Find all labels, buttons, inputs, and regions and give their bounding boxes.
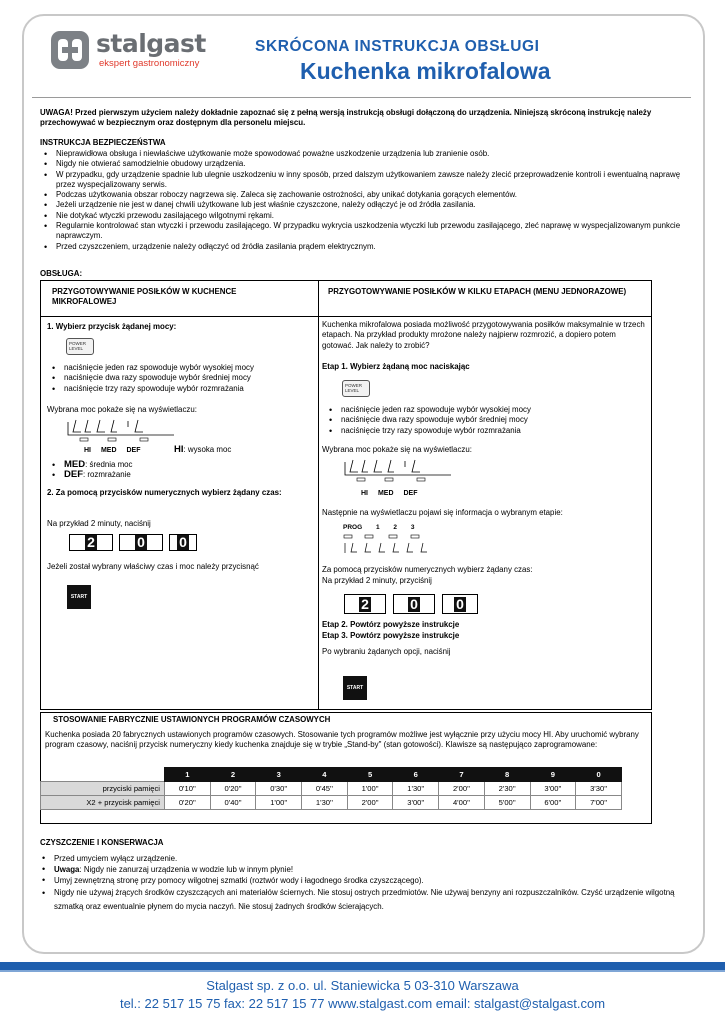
cleaning-list (38, 853, 693, 914)
left-display-icon (66, 418, 176, 446)
footer-bar-accent (0, 970, 725, 972)
display-label-med: MED (377, 490, 394, 497)
digit-button[interactable]: 2 (69, 534, 113, 551)
power-level-button[interactable]: POWER LEVEL (66, 338, 94, 355)
column-header: 0 (576, 768, 622, 782)
list-item: • naciśnięcie jeden raz spowoduje wybór wysokiej mocy (48, 363, 313, 373)
brand-tagline: ekspert gastronomiczny (99, 58, 200, 69)
list-item: • MED: średnia moc (48, 460, 313, 470)
doc-title: Kuchenka mikrofalowa (300, 58, 551, 84)
start-button[interactable]: START (67, 585, 91, 609)
brand-logo (50, 30, 206, 70)
list-item: • W przypadku, gdy urządzenie spadnie lub ulegnie uszkodzeniu w inny sposób, przed dalszym użytkowaniem zawsze należy zlecić przeprowadzenie kontroli i ewentualną naprawę przez wyspecjalizowany serwis. (40, 170, 690, 191)
display-label-hi: HI (84, 447, 91, 454)
start-button[interactable]: START (343, 676, 367, 700)
footer-bar (0, 962, 725, 970)
heading-divider (40, 316, 652, 317)
prog-labels: PROG 1 2 3 (343, 524, 415, 531)
list-item: • naciśnięcie dwa razy spowoduje wybór średniej mocy (48, 373, 313, 383)
digit-button[interactable]: 0 (393, 594, 435, 614)
column-header: 9 (530, 768, 576, 782)
right-stage2: Etap 2. Powtórz powyższe instrukcje (322, 620, 460, 629)
warning-paragraph (40, 108, 688, 129)
list-item: • Uwaga: Nigdy nie zanurzaj urządzenia w wodzie lub w innym płynie! (38, 864, 693, 875)
right-stage1: Etap 1. Wybierz żądaną moc naciskając (322, 362, 470, 371)
programs-text: Kuchenka posiada 20 fabrycznych ustawionych programów czasowych. Stosowanie tych programów możliwe jest wyłącznie przy użyciu mocy HI. Aby uruchomić wybrany program czasowy, naciśnij przycisk numeryczny kiedy kuchenka znajduje się w trybie „Stand-by" (stan gotowości). Klawisze są następująco zaprogramowane: (45, 730, 639, 750)
list-item: • Umyj zewnętrzną stronę przy pomocy wilgotnej szmatki (roztwór wody i łagodnego środka czyszczącego). (38, 875, 693, 886)
programs-table (40, 767, 622, 810)
list-item: • Nigdy nie używaj żrących środków czyszczących ani materiałów ściernych. Nie stosuj ostrych przedmiotów. Nie używaj benzyny ani rozpuszczalników. Czyść urządzenie wilgotną szmatką oraz ewentualnie płynem do mycia naczyń. Nie stosuj żadnych środków ścierających. (38, 886, 693, 914)
footer-address: Stalgast sp. z o.o. ul. Staniewicka 5 03-310 Warszawa (206, 978, 519, 993)
left-shown: Wybrana moc pokaże się na wyświetlaczu: (47, 405, 197, 414)
list-item: • naciśnięcie dwa razy spowoduje wybór średniej mocy (325, 415, 645, 425)
column-divider (318, 280, 319, 710)
list-item: • naciśnięcie trzy razy spowoduje wybór rozmrażania (325, 426, 645, 436)
warning-text: Przed pierwszym użyciem należy dokładnie zapoznać się z pełną wersją instrukcją obsługi dołączoną do urządzenia. Niniejszą skróconą instrukcję należy przechowywać w bezpiecznym oraz dostępnym dla personelu miejscu. (40, 108, 652, 128)
list-item: • DEF: rozmrażanie (48, 470, 313, 480)
column-header: 5 (347, 768, 393, 782)
brand-name: stalgast (96, 29, 206, 58)
column-header: 4 (302, 768, 348, 782)
display-label-def: DEF (403, 490, 418, 497)
table-header-row (41, 768, 622, 782)
right-select-time: Za pomocą przycisków numerycznych wybierz żądany czas: (322, 565, 533, 574)
programs-heading: STOSOWANIE FABRYCZNIE USTAWIONYCH PROGRAMÓW CZASOWYCH (53, 715, 331, 724)
left-confirm: Jeżeli został wybrany właściwy czas i moc należy przycisnąć (47, 562, 259, 571)
column-header: 8 (484, 768, 530, 782)
right-next: Następnie na wyświetlaczu pojawi się informacja o wybranym etapie: (322, 508, 563, 517)
list-item: • Nie dotykać wtyczki przewodu zasilającego wilgotnymi rękami. (40, 211, 690, 221)
left-press-list (48, 363, 313, 394)
power-legend-list (48, 460, 313, 481)
list-item: • Przed czyszczeniem, urządzenie należy odłączyć od źródła zasilania prądem elektrycznym. (40, 242, 690, 252)
list-item: • naciśnięcie trzy razy spowoduje wybór rozmrażania (48, 384, 313, 394)
right-display-labels (361, 489, 461, 499)
safety-heading: INSTRUKCJA BEZPIECZEŃSTWA (40, 138, 166, 147)
list-item: • Nigdy nie otwierać samodzielnie obudowy urządzenia. (40, 159, 690, 169)
cleaning-heading: CZYSZCZENIE I KONSERWACJA (40, 838, 164, 847)
left-step1: 1. Wybierz przycisk żądanej mocy: (47, 322, 177, 331)
list-item: • Przed umyciem wyłącz urządzenie. (38, 853, 693, 864)
table-row: X2 + przycisk pamięci 0'20'' 0'40'' 1'00'' 1'30'' 2'00'' 3'00'' 4'00'' 5'00'' 6'00'' 7'00'' (41, 796, 622, 810)
right-intro: Kuchenka mikrofalowa posiada możliwość przygotowywania posiłków maksymalnie w trzech etapach. Na przykład produkty mrożone należy najpierw rozmrozić, a dopiero potem gotować. Jak należy to zrobić? (322, 320, 645, 350)
power-level-button[interactable]: POWER LEVEL (342, 380, 370, 397)
right-shown: Wybrana moc pokaże się na wyświetlaczu: (322, 445, 472, 454)
stalgast-logo-icon (50, 30, 90, 70)
display-label-hi: HI (361, 490, 368, 497)
header-divider (32, 97, 691, 98)
left-step2: 2. Za pomocą przycisków numerycznych wybierz żądany czas: (47, 488, 282, 497)
right-after: Po wybraniu żądanych opcji, naciśnij (322, 647, 451, 656)
warning-label: UWAGA! (40, 108, 73, 117)
doc-subtitle: SKRÓCONA INSTRUKCJA OBSŁUGI (255, 38, 540, 55)
digit-button[interactable]: 0 (169, 534, 197, 551)
column-header: 7 (439, 768, 485, 782)
prog-display-icon (343, 533, 433, 555)
column-header: 6 (393, 768, 439, 782)
column-header: 2 (210, 768, 256, 782)
list-item: • Jeżeli urządzenie nie jest w danej chwili użytkowane lub jest właśnie czyszczone, należy odłączyć je od źródła zasilania. (40, 200, 690, 210)
left-example: Na przykład 2 minuty, naciśnij (47, 519, 151, 528)
right-heading: PRZYGOTOWYWANIE POSIŁKÓW W KILKU ETAPACH (MENU JEDNORAZOWE) (328, 287, 627, 296)
left-heading: PRZYGOTOWYWANIE POSIŁKÓW W KUCHENCE MIKROFALOWEJ (52, 287, 237, 307)
safety-list (40, 149, 690, 252)
right-display-icon (343, 458, 453, 486)
column-header: 1 (165, 768, 211, 782)
display-label-def: DEF (126, 447, 141, 454)
digit-button[interactable]: 0 (442, 594, 478, 614)
list-item: • Nieprawidłowa obsługa i niewłaściwe użytkowanie może spowodować poważne uszkodzenie urządzenia lub zranienie osób. (40, 149, 690, 159)
left-display-labels (84, 446, 184, 456)
footer-contact: tel.: 22 517 15 75 fax: 22 517 15 77 www.stalgast.com email: stalgast@stalgast.com (119, 996, 606, 1011)
column-header: 3 (256, 768, 302, 782)
table-row: przyciski pamięci 0'10'' 0'20'' 0'30'' 0'45'' 1'00'' 1'30'' 2'00'' 2'30'' 3'00'' 3'30'' (41, 782, 622, 796)
right-press-list (325, 405, 645, 436)
list-item: • Regularnie kontrolować stan wtyczki i przewodu zasilającego. W przypadku wykrycia uszkodzenia wtyczki lub przewodu zasilającego, zleć naprawę w wyspecjalizowanym punkcie naprawczym. (40, 221, 690, 242)
digit-button[interactable]: 2 (344, 594, 386, 614)
hi-legend: HI: wysoka moc (174, 444, 232, 455)
right-stage3: Etap 3. Powtórz powyższe instrukcje (322, 631, 460, 640)
right-example: Na przykład 2 minuty, przyciśnij (322, 576, 432, 585)
digit-button[interactable]: 0 (119, 534, 163, 551)
operation-heading: OBSŁUGA: (40, 269, 83, 278)
list-item: • naciśnięcie jeden raz spowoduje wybór wysokiej mocy (325, 405, 645, 415)
list-item: • Podczas użytkowania obszar roboczy nagrzewa się. Zaleca się zachowanie ostrożności, aby unikać dotykania gorących elementów. (40, 190, 690, 200)
display-label-med: MED (100, 447, 117, 454)
